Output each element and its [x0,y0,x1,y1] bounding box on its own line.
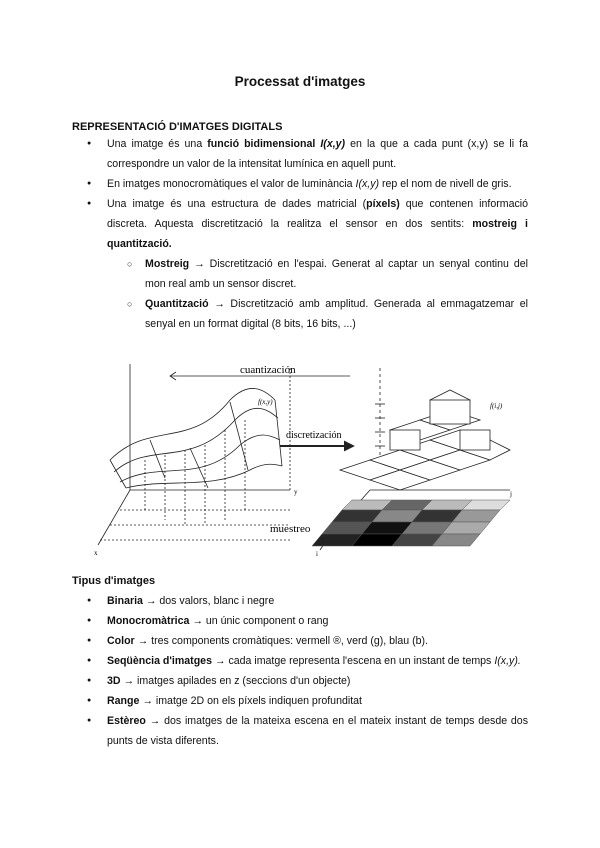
bold-text: Monocromàtrica [107,615,190,627]
bullet-3d [0,671,600,691]
representacio-list [0,134,600,334]
bold-text: Seqüència d'imatges [107,655,212,667]
bullet-range [0,691,600,711]
subbullet-quantitzacio [0,294,600,334]
bullet-sequencia [0,651,600,671]
bullet-estereo [0,711,600,751]
label-discretizacion: discretización [286,430,342,441]
bold-text: funció bidimensional [207,138,321,150]
tipus-list [0,591,600,751]
text: rep el nom de nivell de gris. [379,178,512,190]
text: → imatges apilades en z (seccions d'un objecte) [120,675,351,687]
section-heading-representacio: REPRESENTACIÓ D'IMATGES DIGITALS [72,121,283,133]
label-fij: f(i,j) [490,402,503,410]
bullet-binaria [0,591,600,611]
text: en la que a cada punt (x,y) se li fa correspondre un valor de la intensitat lumínica en aquell punt. [107,138,529,170]
label-muestreo: muestreo [270,523,311,535]
text: → tres components cromàtiques: vermell ®, verd (g), blau (b). [134,635,429,647]
text: → Discretització amb amplitud. Generada al emmagatzemar el senyal en un format digital (8 bits, 16 bits, ...) [145,298,528,330]
text: → un únic component o rang [189,615,329,627]
bold-text: Quantització [145,298,209,310]
axis-i-label: i [316,550,318,558]
bullet-funcio [0,134,600,174]
section-heading-tipus: Tipus d'imatges [72,575,156,587]
bold-text: Color [107,635,135,647]
bold-text: Mostreig [145,258,190,270]
text: → dos imatges de la mateixa escena en el mateix instant de temps desde dos punts de vista diferents. [107,715,528,747]
bold-text: mostreig i quantització. [107,218,528,250]
sampling-quantization-figure [90,360,530,560]
text: que contenen informació discreta. Aquesta discretització la realitza el sensor en dos sentits: [107,198,528,230]
formula: I(x,y). [494,655,521,667]
text: → cada imatge representa l'escena en un instant de temps [211,655,495,667]
bold-text: Range [107,695,140,707]
bold-text: 3D [107,675,121,687]
bullet-estructura [0,194,600,254]
formula: I(x,y) [320,138,346,150]
label-fxy: f(x,y) [258,398,273,406]
axis-j-label: j [510,490,512,498]
page-title: Processat d'imatges [234,74,366,89]
label-cuantizacion: cuantización [240,364,296,376]
bold-text: Estèreo [107,715,146,727]
text: → imatge 2D on els píxels indiquen profunditat [139,695,362,707]
bullet-color [0,631,600,651]
bullet-luminancia [0,174,600,194]
text: → dos valors, blanc i negre [142,595,275,607]
text: En imatges monocromàtiques el valor de luminància [107,178,356,190]
bold-text: píxels) [366,198,400,210]
text: Una imatge és una estructura de dades matricial ( [107,198,367,210]
formula: I(x,y) [355,178,380,190]
bold-text: Binaria [107,595,143,607]
axis-y-label: y [294,488,298,496]
text: Una imatge és una [107,138,208,150]
bullet-monocromatica [0,611,600,631]
axis-x-label: x [94,549,98,557]
subbullet-mostreig [0,254,600,294]
text: → Discretització en l'espai. Generat al captar un senyal continu del mon real amb un sensor discret. [145,258,528,290]
